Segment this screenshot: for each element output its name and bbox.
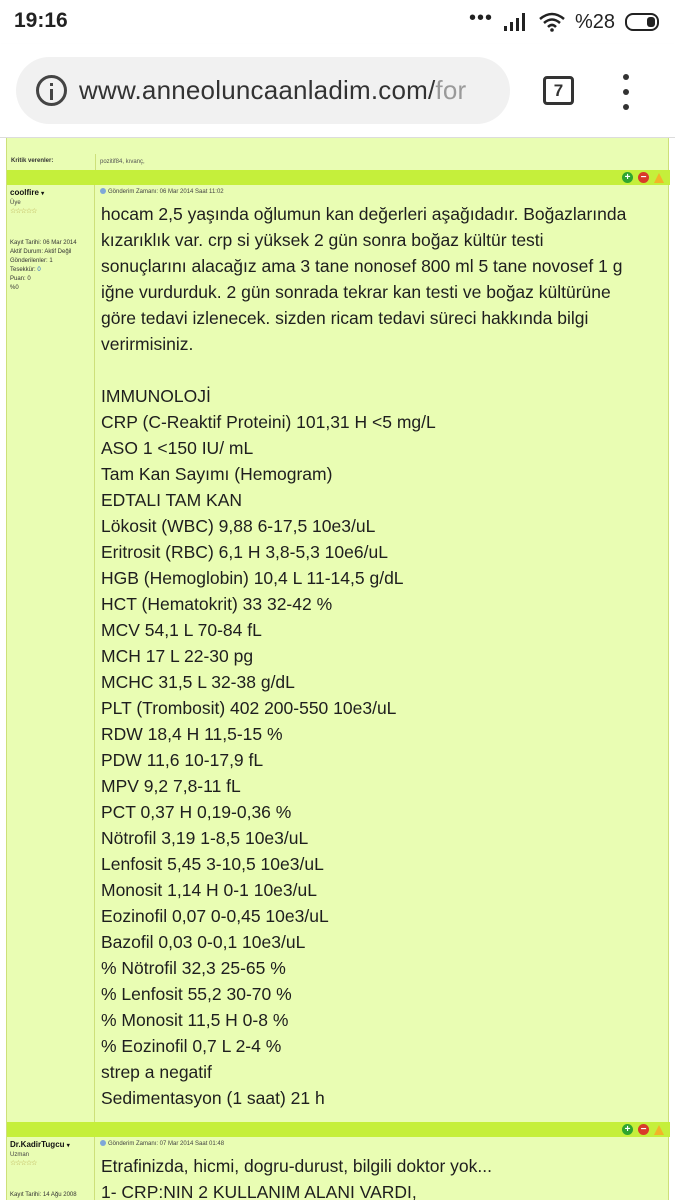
post-text-line: PLT (Trombosit) 402 200-550 10e3/uL [101,698,397,718]
post-text-line: iğne vurdurduk. 2 gün sonrada tekrar kan testi ve boğaz kültürüne [101,282,611,302]
post-text-line: Eritrosit (RBC) 6,1 H 3,8-5,3 10e6/uL [101,542,388,562]
user-info-line: Tesekkür: 0 [10,267,41,273]
url-main: www.anneoluncaanladim.com/ [79,75,436,105]
forum-post [7,185,670,1122]
post-text-line [101,357,667,383]
rank-stars: ☆☆☆☆☆ [10,208,37,215]
forum-post [7,1137,670,1200]
post-text-line: EDTALI TAM KAN [101,490,242,510]
site-info-icon[interactable] [36,75,67,106]
post-text-line: MPV 9,2 7,8-11 fL [101,776,241,796]
post-text-line: % Nötrofil 32,3 25-65 % [101,958,286,978]
minus-icon[interactable]: − [638,1124,649,1135]
tab-switcher-button[interactable]: 7 [543,76,574,105]
warning-icon[interactable] [654,173,664,183]
post-text-line: HGB (Hemoglobin) 10,4 L 11-14,5 g/dL [101,568,404,588]
post-text-line: Lenfosit 5,45 3-10,5 10e3/uL [101,854,324,874]
overflow-menu-icon[interactable] [618,72,634,112]
post-text-line: Lökosit (WBC) 9,88 6-17,5 10e3/uL [101,516,376,536]
user-role: Uzman [10,1152,30,1158]
thread-container [6,138,669,1200]
username[interactable]: Dr.KadirTugcu ▾ [10,1140,70,1149]
post-text-line: ASO 1 <150 IU/ mL [101,438,254,458]
post-text-line: % Eozinofil 0,7 L 2-4 % [101,1036,282,1056]
status-icons [469,9,661,35]
post-text-line: göre tedavi izlenecek. sizden ricam tedavi süreci hakkında bilgi [101,308,589,328]
post-text-line: sonuçlarını alacağız ama 3 tane nonosef 800 ml 5 tane novosef 1 g [101,256,623,276]
url-text[interactable] [79,75,466,106]
post-text-line: % Monosit 11,5 H 0-8 % [101,1010,289,1030]
post-text-line: MCH 17 L 22-30 pg [101,646,254,666]
user-info-line: Kayıt Tarihi: 14 Ağu 2008 [10,1192,77,1198]
clock: 19:16 [14,9,68,32]
post-text-line: verirmisiniz. [101,334,194,354]
url-faded: for [435,75,467,105]
plus-icon[interactable]: + [622,1124,633,1135]
plus-icon[interactable]: + [622,172,633,183]
signal-icon [503,12,529,32]
warning-icon[interactable] [654,1125,664,1135]
post-text-line: IMMUNOLOJİ [101,386,211,406]
user-info-line: Aktif Durum: Aktif Değil [10,249,72,255]
post-text-line: CRP (C-Reaktif Proteini) 101,31 H <5 mg/L [101,412,436,432]
post-text-line: RDW 18,4 H 11,5-15 % [101,724,283,744]
username[interactable]: coolfire ▾ [10,188,45,197]
post-text-line: MCV 54,1 L 70-84 fL [101,620,262,640]
user-role: Üye [10,200,21,206]
user-panel [7,185,95,1122]
post-text-line: HCT (Hematokrit) 33 32-42 % [101,594,333,614]
post-body [101,1153,667,1200]
user-info-line: Puan: 0 [10,276,31,282]
forum-page [0,138,675,1200]
post-text-line: Eozinofil 0,07 0-0,45 10e3/uL [101,906,329,926]
user-info-line: Kayıt Tarihi: 06 Mar 2014 [10,240,77,246]
post-text-line: PCT 0,37 H 0,19-0,36 % [101,802,292,822]
battery-percentage: %28 [574,10,615,33]
battery-icon [625,12,661,32]
post-toolbar [7,170,670,185]
status-bar [0,0,675,44]
post-body [101,201,667,1111]
post-text-line: strep a negatif [101,1062,212,1082]
post-icon [100,188,106,194]
user-info [10,239,77,293]
rank-stars: ☆☆☆☆☆ [10,1160,37,1167]
post-text-line: Nötrofil 3,19 1-8,5 10e3/uL [101,828,309,848]
minus-icon[interactable]: − [638,172,649,183]
wifi-icon [539,12,565,32]
post-header: Gönderim Zamanı: 07 Mar 2014 Saat 01:48 [100,1140,224,1147]
critics-value[interactable]: pozitif84, kıvanç, [100,159,145,165]
post-text-line: Monosit 1,14 H 0-1 10e3/uL [101,880,317,900]
user-info [10,1191,77,1200]
address-bar[interactable] [16,57,510,124]
post-text-line: Bazofil 0,03 0-0,1 10e3/uL [101,932,306,952]
user-panel [7,1137,95,1200]
critics-row [7,154,670,170]
post-text-line: MCHC 31,5 L 32-38 g/dL [101,672,295,692]
post-text-line: 1- CRP:NIN 2 KULLANIM ALANI VARDI, [101,1182,417,1200]
post-text-line: Sedimentasyon (1 saat) 21 h [101,1088,325,1108]
critics-label: Kritik verenler: [11,158,54,164]
browser-toolbar [0,44,675,138]
post-text-line: Tam Kan Sayımı (Hemogram) [101,464,333,484]
user-info-line: %0 [10,285,19,291]
post-text-line: Etrafinizda, hicmi, dogru-durust, bilgili doktor yok... [101,1156,492,1176]
post-text-line: % Lenfosit 55,2 30-70 % [101,984,292,1004]
post-text-line: kızarıklık var. crp si yüksek 2 gün sonra boğaz kültür testi [101,230,544,250]
post-text-line: PDW 11,6 10-17,9 fL [101,750,264,770]
post-text-line: hocam 2,5 yaşında oğlumun kan değerleri aşağıdadır. Boğazlarında [101,204,627,224]
post-icon [100,1140,106,1146]
post-header: Gönderim Zamanı: 06 Mar 2014 Saat 11:02 [100,188,224,195]
more-notifications-icon: ••• [468,7,493,29]
user-info-line: Gönderilenler: 1 [10,258,53,264]
post-toolbar [7,1122,670,1137]
